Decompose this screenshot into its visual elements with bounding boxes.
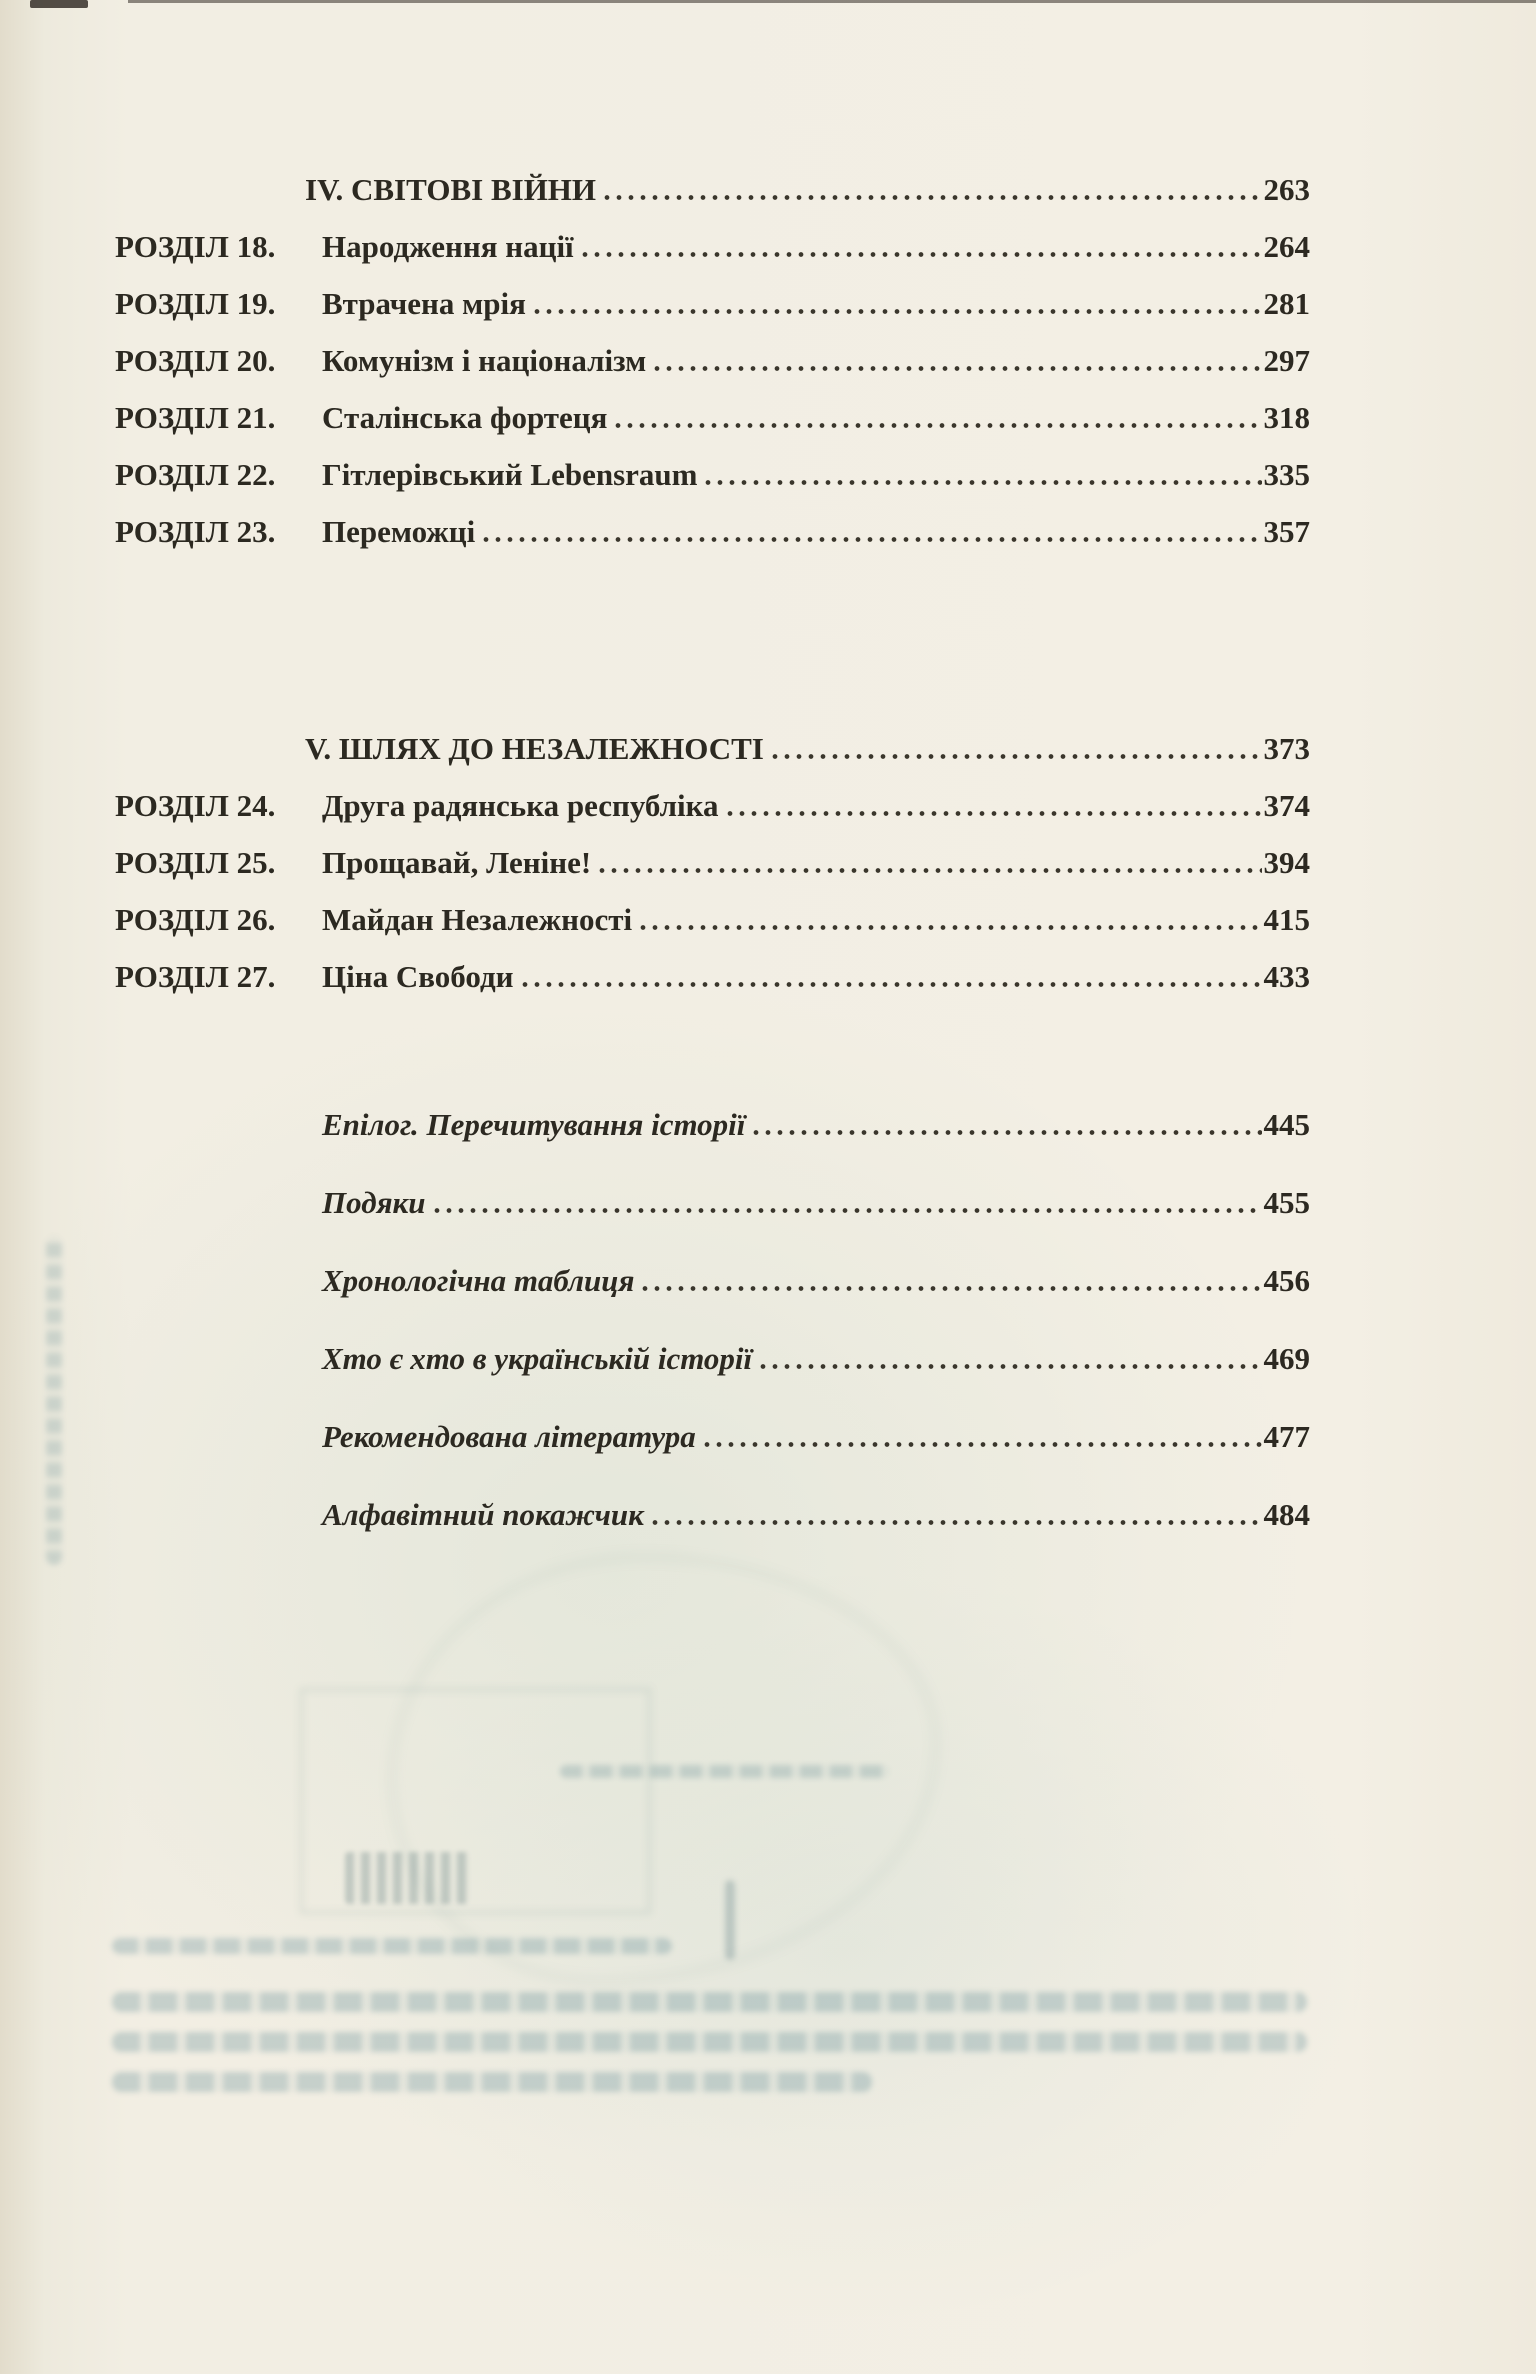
- page-number: 281: [1263, 285, 1310, 321]
- bleedthrough-map-compass: [725, 1880, 735, 1960]
- bleedthrough-text-line: [112, 2072, 872, 2092]
- toc-entry: [115, 321, 1310, 378]
- bleedthrough-map-frame: [300, 1688, 651, 1914]
- bleedthrough-text-line: [112, 1992, 1307, 2012]
- dot-leader: [434, 1208, 1262, 1213]
- backmatter-title: Рекомендована література: [322, 1418, 696, 1454]
- dot-leader: [704, 1442, 1262, 1447]
- section-gap: [115, 994, 1310, 1064]
- toc-entry-prefix: РОЗДІЛ 23.: [115, 513, 276, 549]
- toc-entry: [115, 378, 1310, 435]
- dot-leader: [753, 1130, 1261, 1135]
- toc-entry: [115, 264, 1310, 321]
- page-number: 357: [1263, 513, 1310, 549]
- page-number: 433: [1263, 958, 1310, 994]
- toc-entry-title: Майдан Незалежності: [322, 901, 633, 937]
- page-number: 469: [1263, 1340, 1310, 1376]
- bleedthrough-map-outline: [390, 1555, 938, 1983]
- toc-entry-prefix: РОЗДІЛ 25.: [115, 844, 276, 880]
- backmatter-title: Подяки: [322, 1184, 426, 1220]
- page-number: 373: [1263, 730, 1310, 766]
- bleedthrough-caption-line: [112, 1938, 672, 1954]
- table-of-contents: [115, 150, 1310, 1532]
- toc-entry-prefix: РОЗДІЛ 26.: [115, 901, 276, 937]
- dot-leader: [772, 754, 1262, 759]
- toc-entry-title: Комунізм і націоналізм: [322, 342, 647, 378]
- page-number: 477: [1263, 1418, 1310, 1454]
- backmatter-title: Алфавітний покажчик: [322, 1496, 644, 1532]
- backmatter-entry: [115, 1454, 1310, 1532]
- toc-entry-prefix: РОЗДІЛ 19.: [115, 285, 276, 321]
- page-number: 394: [1263, 844, 1310, 880]
- bleedthrough-map-legend-marks: [345, 1852, 470, 1904]
- toc-entry-title: Переможці: [322, 513, 476, 549]
- page-number: 455: [1263, 1184, 1310, 1220]
- section-heading-label: V. ШЛЯХ ДО НЕЗАЛЕЖНОСТІ: [305, 730, 764, 766]
- toc-entry-title: Сталінська фортеця: [322, 399, 608, 435]
- dot-leader: [705, 480, 1261, 485]
- backmatter-title: Хронологічна таблиця: [322, 1262, 635, 1298]
- toc-entry-prefix: РОЗДІЛ 20.: [115, 342, 276, 378]
- toc-entry-title: Втрачена мрія: [322, 285, 526, 321]
- toc-entry-prefix: РОЗДІЛ 21.: [115, 399, 276, 435]
- toc-entry-prefix: РОЗДІЛ 24.: [115, 787, 276, 823]
- dot-leader: [615, 423, 1261, 428]
- dot-leader: [652, 1520, 1262, 1525]
- page-number: 318: [1263, 399, 1310, 435]
- page-number: 415: [1263, 901, 1310, 937]
- dot-leader: [582, 252, 1262, 257]
- toc-entry-title: Гітлерівський Lebensraum: [322, 456, 698, 492]
- toc-entry: [115, 937, 1310, 994]
- toc-entry-prefix: РОЗДІЛ 22.: [115, 456, 276, 492]
- dot-leader: [654, 366, 1261, 371]
- backmatter-title: Епілог. Перечитування історії: [322, 1106, 746, 1142]
- toc-entry-title: Друга радянська республіка: [322, 787, 719, 823]
- section-gap: [115, 549, 1310, 709]
- backmatter-entry: [115, 1064, 1310, 1142]
- toc-entry: [115, 207, 1310, 264]
- toc-entry: [115, 880, 1310, 937]
- dot-leader: [640, 925, 1261, 930]
- toc-entry-prefix: РОЗДІЛ 18.: [115, 228, 276, 264]
- dot-leader: [483, 537, 1261, 542]
- page-number: 263: [1263, 171, 1310, 207]
- toc-entry: [115, 823, 1310, 880]
- toc-entry: [115, 492, 1310, 549]
- page-number: 297: [1263, 342, 1310, 378]
- page-number: 264: [1263, 228, 1310, 264]
- toc-entry-prefix: РОЗДІЛ 27.: [115, 958, 276, 994]
- bleedthrough-text-line: [112, 2032, 1307, 2052]
- dot-leader: [642, 1286, 1261, 1291]
- page-number: 484: [1263, 1496, 1310, 1532]
- backmatter-title: Хто є хто в українській історії: [322, 1340, 753, 1376]
- scan-edge-mark: [30, 0, 88, 8]
- bleedthrough-side-text: [46, 1235, 62, 1565]
- dot-leader: [604, 195, 1261, 200]
- backmatter-entry: [115, 1376, 1310, 1454]
- dot-leader: [599, 868, 1261, 873]
- dot-leader: [522, 982, 1262, 987]
- backmatter-entry: [115, 1142, 1310, 1220]
- toc-entry-title: Ціна Свободи: [322, 958, 514, 994]
- backmatter-entry: [115, 1298, 1310, 1376]
- page-number: 456: [1263, 1262, 1310, 1298]
- toc-entry-title: Народження нації: [322, 228, 574, 264]
- dot-leader: [534, 309, 1262, 314]
- toc-section-heading: [115, 709, 1310, 766]
- scan-edge-artifact: [128, 0, 1536, 3]
- section-heading-label: IV. СВІТОВІ ВІЙНИ: [305, 171, 597, 207]
- toc-section-heading: [115, 150, 1310, 207]
- page-number: 335: [1263, 456, 1310, 492]
- backmatter-entry: [115, 1220, 1310, 1298]
- bleedthrough-map-label-line: [560, 1765, 890, 1778]
- dot-leader: [760, 1364, 1261, 1369]
- dot-leader: [727, 811, 1262, 816]
- toc-entry: [115, 766, 1310, 823]
- toc-entry-title: Прощавай, Леніне!: [322, 844, 592, 880]
- toc-entry: [115, 435, 1310, 492]
- page-number: 445: [1263, 1106, 1310, 1142]
- page-number: 374: [1263, 787, 1310, 823]
